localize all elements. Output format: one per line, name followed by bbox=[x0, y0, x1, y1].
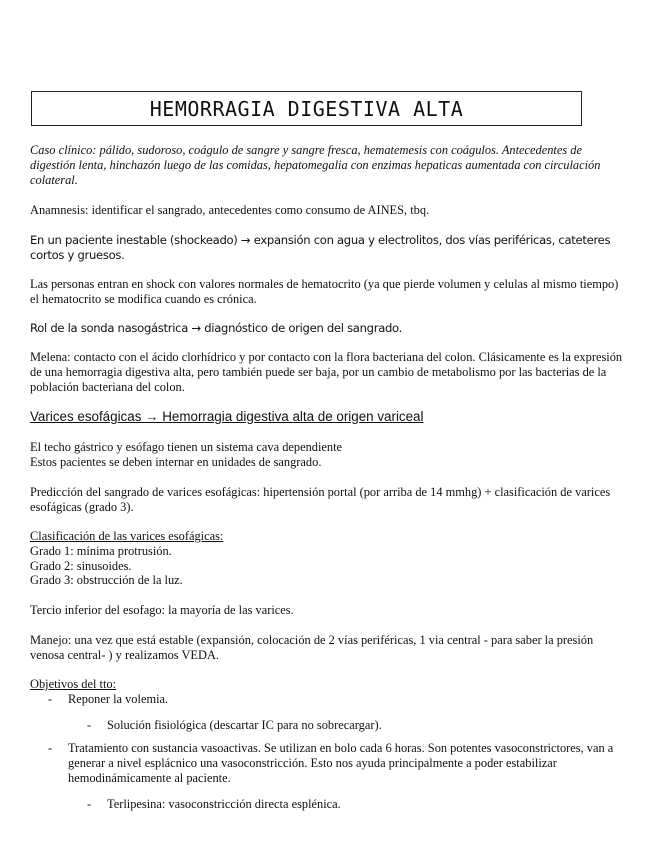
bullet-dash: - bbox=[87, 718, 92, 732]
anamnesis-paragraph: Anamnesis: identificar el sangrado, antecedentes como consumo de AINES, tbq. bbox=[30, 203, 430, 217]
grado-2: Grado 2: sinusoides. bbox=[30, 559, 132, 573]
prediccion-paragraph: Predicción del sangrado de varices esofágicas: hipertensión portal (por arriba de 14 mmhg) + clasificación de varices esofágicas (grado 3). bbox=[30, 485, 611, 514]
list-item-text: Reponer la volemia. bbox=[68, 692, 169, 706]
techo-line: El techo gástrico y esófago tienen un sistema cava dependiente bbox=[30, 440, 343, 454]
internar-line: Estos pacientes se deben internar en unidades de sangrado. bbox=[30, 455, 322, 469]
bullet-dash: - bbox=[87, 797, 92, 811]
list-item-text: Terlipesina: vasoconstricción directa esplénica. bbox=[107, 797, 341, 811]
case-paragraph: Caso clínico: pálido, sudoroso, coágulo de sangre y sangre fresca, hematemesis con coágulos. Antecedentes de digestión lenta, hinchazón luego de las comidas, hepatomegalia con enzimas hepaticas aumentada con circulación colateral. bbox=[30, 143, 601, 187]
grado-3: Grado 3: obstrucción de la luz. bbox=[30, 573, 183, 587]
manejo-paragraph: Manejo: una vez que está estable (expansión, colocación de 2 vías periféricas, 1 via central - para saber la presión venosa central- ) y realizamos VEDA. bbox=[30, 633, 594, 662]
clasificacion-heading: Clasificación de las varices esofágicas: bbox=[30, 529, 224, 543]
list-item-text: Tratamiento con sustancia vasoactivas. Se utilizan en bolo cada 6 horas. Son potentes vasoconstrictores, van a generar a nivel esplácnico una vasoconstricción. Esto nos ayuda principalmente a poder estabilizar hemodinámicamente al paciente. bbox=[68, 741, 614, 785]
grado-1: Grado 1: mínima protrusión. bbox=[30, 544, 172, 558]
sonda-paragraph: Rol de la sonda nasogástrica → diagnóstico de origen del sangrado. bbox=[30, 321, 403, 335]
list-item-text: Solución fisiológica (descartar IC para no sobrecargar). bbox=[107, 718, 382, 732]
page-title: HEMORRAGIA DIGESTIVA ALTA bbox=[31, 91, 582, 126]
unstable-patient-paragraph: En un paciente inestable (shockeado) → expansión con agua y electrolitos, dos vías periféricas, cateteres cortos y gruesos. bbox=[30, 233, 611, 262]
melena-paragraph: Melena: contacto con el ácido clorhídrico y por contacto con la flora bacteriana del colon. Clásicamente es la expresión de una hemorragia digestiva alta, pero también puede ser baja, por un cambio de metabolismo por las bacterias de la población bacteriana del colon. bbox=[30, 350, 623, 394]
tercio-paragraph: Tercio inferior del esofago: la mayoría de las varices. bbox=[30, 603, 294, 617]
bullet-dash: - bbox=[48, 741, 53, 755]
varices-heading: Varices esofágicas → Hemorragia digestiva alta de origen variceal bbox=[30, 409, 424, 424]
shock-paragraph: Las personas entran en shock con valores normales de hematocrito (ya que pierde volumen y celulas al mismo tiempo) el hematocrito se modifica cuando es crónica. bbox=[30, 277, 619, 306]
bullet-dash: - bbox=[48, 692, 53, 706]
objetivos-heading: Objetivos del tto: bbox=[30, 677, 117, 691]
